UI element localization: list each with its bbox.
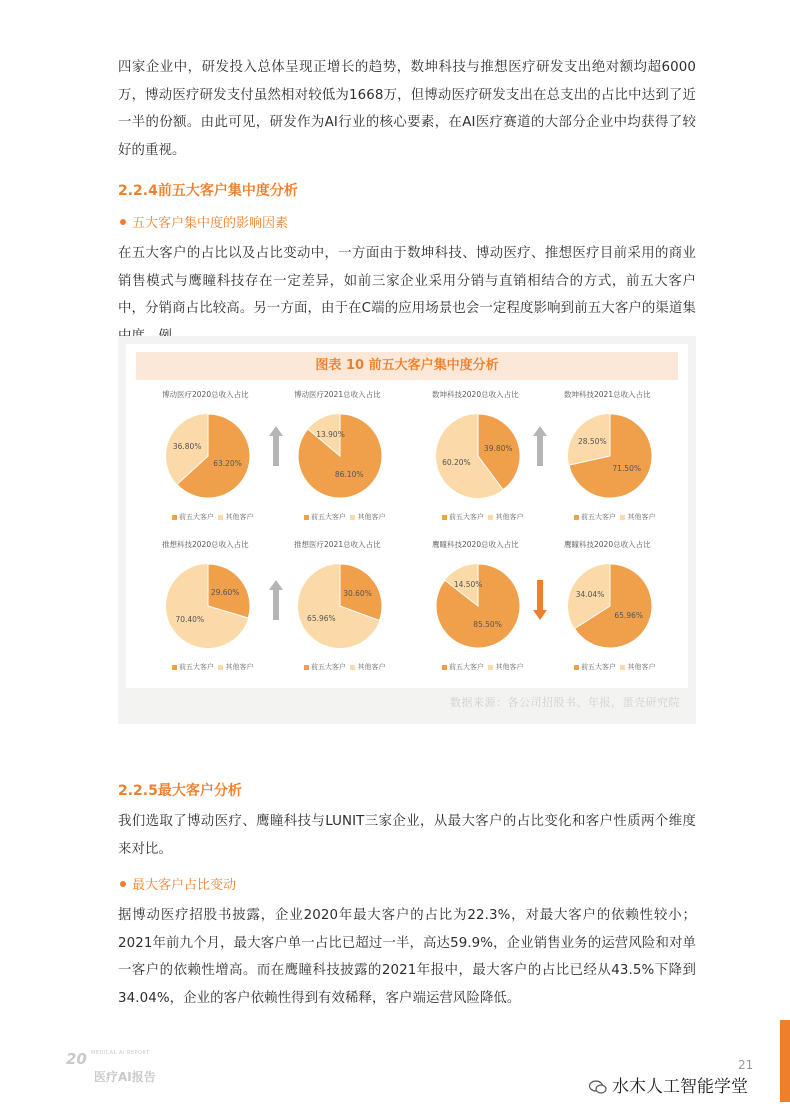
pie-legend [442,662,523,672]
legend-label-other: 其他客户 [357,663,386,671]
wechat-watermark [588,1072,748,1097]
arrow-up-icon [269,426,283,466]
section-heading-2-2-5: 2.2.5最大客户分析 [118,783,242,799]
figure-title: 图表 10 前五大客户集中度分析 [136,352,678,380]
pie-legend [304,512,385,522]
pie-chart-title: 数坤科技2021总收入占比 [564,390,651,399]
pie-chart-title: 推想医疗2021总收入占比 [294,540,381,549]
pie-chart-title: 数坤科技2020总收入占比 [432,390,519,399]
pie-chart-title: 鹰瞳科技2020总收入占比 [564,540,651,549]
legend-label-top5: 前五大客户 [179,513,214,521]
legend-swatch-top5 [172,665,177,670]
pie-value-top5: 85.50% [473,619,502,629]
legend-label-other: 其他客户 [627,513,656,521]
legend-swatch-other [218,665,223,670]
logo-text: 医疗AI报告 [94,1070,156,1084]
pie-value-top5: 30.60% [343,588,372,598]
paragraph-largest-customer-intro: 我们选取了博动医疗、鹰瞳科技与LUNIT三家企业，从最大客户的占比变化和客户性质两个维度来对比。 [118,814,696,857]
bullet-dot-icon [120,219,126,225]
pie-value-top5: 39.80% [483,444,513,454]
pie-value-other: 28.50% [577,436,607,446]
figure-panel [126,344,688,688]
legend-label-other: 其他客户 [495,513,524,521]
logo-small-text: MEDICAL AI REPORT [90,1050,150,1056]
legend-swatch-top5 [574,665,579,670]
paragraph-largest-customer-change: 据博动医疗招股书披露，企业2020年最大客户的占比为22.3%，对最大客户的依赖性较小；2021年前九个月，最大客户单一占比已超过一半，高达59.9%，企业销售业务的运营风险和对单一客户的依赖性增高。而在鹰瞳科技披露的2021年报中，最大客户的占比已经从43.5%下降到34.04%，企业的客户依赖性得到有效稀释，客户端运营风险降低。 [118,908,696,1006]
wechat-icon [588,1080,608,1094]
pie-legend [574,512,655,522]
legend-label-other: 其他客户 [357,513,386,521]
pie-value-top5: 63.20% [213,459,242,469]
legend-label-other: 其他客户 [225,513,254,521]
pie-legend [442,512,523,522]
pie-value-other: 65.96% [307,614,336,624]
legend-swatch-top5 [304,665,309,670]
legend-label-other: 其他客户 [225,663,254,671]
page-number: 21 [738,1058,754,1072]
pie-value-top5: 71.50% [612,464,641,474]
pie-legend [172,662,253,672]
legend-swatch-top5 [442,665,447,670]
legend-swatch-other [620,665,625,670]
legend-swatch-top5 [304,515,309,520]
bullet-subheading-2 [120,874,236,893]
legend-label-top5: 前五大客户 [311,513,346,521]
legend-label-top5: 前五大客户 [449,513,484,521]
arrow-up-icon [269,580,283,620]
legend-label-top5: 前五大客户 [581,663,616,671]
pie-chart-title: 博动医疗2021总收入占比 [294,390,381,399]
pie-value-top5: 65.96% [614,611,644,621]
pie-value-other: 70.40% [175,614,205,624]
pie-chart-title: 推想科技2020总收入占比 [162,540,249,549]
legend-swatch-other [218,515,223,520]
pie-chart-title: 博动医疗2020总收入占比 [162,390,249,399]
legend-label-top5: 前五大客户 [581,513,616,521]
legend-swatch-other [620,515,625,520]
bullet-subheading-2-label: 最大客户占比变动 [132,878,237,893]
pie-legend [172,512,253,522]
page-edge-tab [780,1020,790,1102]
pie-value-top5: 86.10% [334,470,364,480]
pie-value-other: 60.20% [442,458,471,468]
section-heading-2-2-4: 2.2.4前五大客户集中度分析 [118,183,298,199]
paragraph-top5-factors: 在五大客户的占比以及占比变动中，一方面由于数坤科技、博动医疗、推想医疗目前采用的商业销售模式与鹰瞳科技存在一定差异，如前三家企业采用分销与直销相结合的方式，前五大客户中，分销商占比较高。另一方面，由于在C端的应用场景也会一定程度影响到前五大客户的渠道集 [118,246,696,316]
arrow-up-icon [533,426,547,466]
pie-value-top5: 29.60% [210,588,240,598]
legend-label-other: 其他客户 [627,663,656,671]
legend-label-other: 其他客户 [495,663,524,671]
arrow-down-icon [533,580,547,620]
pie-chart-title: 鹰瞳科技2020总收入占比 [432,540,519,549]
pie-value-other: 13.90% [316,430,345,440]
pie-legend [574,662,655,672]
legend-swatch-other [350,665,355,670]
pie-value-other: 34.04% [575,589,605,599]
report-logo [66,1050,156,1085]
legend-swatch-other [488,515,493,520]
watermark-text: 水木人工智能学堂 [612,1077,748,1097]
paragraph-rd-investment: 四家企业中，研发投入总体呈现正增长的趋势，数坤科技与推想医疗研发支出绝对额均超6000万，博动医疗研发支付虽然相对较低为1668万，但博动医疗研发支出在总支出的占比中达到了近一半的份额。由此可见，研发作为AI行业的核心要素，在AI医疗赛道的大部分企业中均获得了较好的重视。 [118,60,696,158]
legend-label-top5: 前五大客户 [449,663,484,671]
legend-swatch-top5 [172,515,177,520]
legend-swatch-other [488,665,493,670]
bullet-subheading [120,212,288,231]
figure-source: 数据来源：各公司招股书、年报，蛋壳研究院 [450,696,680,709]
legend-swatch-top5 [574,515,579,520]
legend-swatch-other [350,515,355,520]
bullet-dot-icon [120,881,126,887]
logo-year: 20 [66,1050,87,1068]
pie-value-other: 36.80% [172,441,202,451]
pie-value-other: 14.50% [453,580,483,590]
pie-legend [304,662,385,672]
legend-label-top5: 前五大客户 [179,663,214,671]
legend-label-top5: 前五大客户 [311,663,346,671]
legend-swatch-top5 [442,515,447,520]
figure-top5-concentration [118,336,696,724]
bullet-subheading-label: 五大客户集中度的影响因素 [132,216,289,231]
